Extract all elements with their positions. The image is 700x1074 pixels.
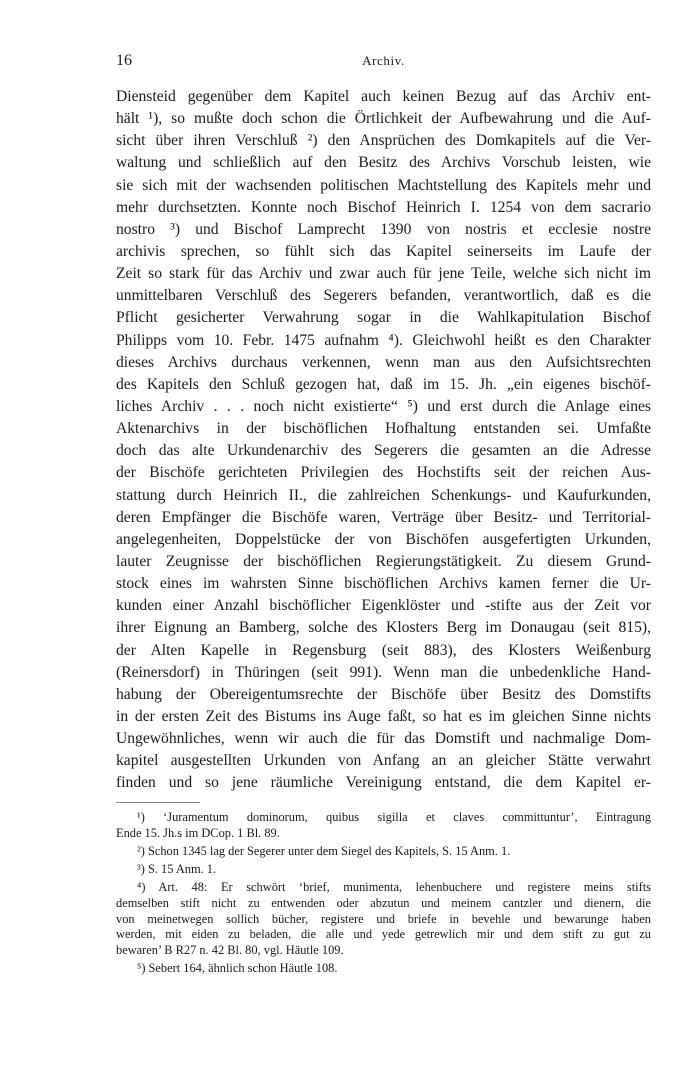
body-line: finden und so jene räumliche Vereinigung entstand, die dem Kapitel er- xyxy=(116,774,651,792)
body-line: Diensteid gegenüber dem Kapitel auch keinen Bezug auf das Archiv ent- xyxy=(116,88,651,105)
footnote-1 xyxy=(116,810,651,842)
body-line: ihrer Eignung an Bamberg, solche des Klosters Berg im Donaugau (seit 815), xyxy=(116,619,651,637)
footnotes xyxy=(116,810,651,979)
body-line: doch das alte Urkundenarchiv des Segerers die gesamten an die Adresse xyxy=(116,442,651,460)
body-line: Ungewöhnliches, wenn wir auch die für das Domstift und nachmalige Dom- xyxy=(116,730,651,748)
body-line: archivis sprechen, so fühlt sich das Kapitel seinerseits im Laufe der xyxy=(116,242,651,260)
body-line: sie sich mit der wachsenden politischen Machtstellung des Kapitels mehr und xyxy=(116,176,651,194)
body-line: hält ¹), so mußte doch schon die Örtlichkeit der Aufbewahrung und die Auf- xyxy=(116,110,651,128)
body-line: in der ersten Zeit des Bistums ins Auge faßt, so hat es im gleichen Sinne nichts xyxy=(116,707,651,725)
body-line: unmittelbaren Verschluß des Segerers befanden, verantwortlich, daß es die xyxy=(116,287,651,305)
footnote-line: ⁴) Art. 48: Er schwört ‘brief, munimenta, lehenbuchere und registere meins stifts xyxy=(137,880,651,895)
body-line: liches Archiv . . . noch nicht existierte“ ⁵) und erst durch die Anlage eines xyxy=(116,397,651,415)
body-line: der Alten Kapelle in Regensburg (seit 883), des Klosters Weißenburg xyxy=(116,641,651,659)
footnote-line: ¹) ‘Juramentum dominorum, quibus sigilla et claves committuntur’, Eintragung xyxy=(137,810,651,824)
body-line: des Kapitels den Schluß gezogen hat, daß im 15. Jh. „ein eigenes bischöf- xyxy=(116,375,651,393)
body-line: Zeit so stark für das Archiv und zwar auch für jene Teile, welche sich nicht im xyxy=(116,265,651,283)
footnote-2 xyxy=(116,844,651,860)
footnote-line: von meinetwegen sollich bücher, registere und briefe in bevehle und bewarunge haben xyxy=(116,911,651,926)
footnote-line: werden, mit eiden zu beladen, die alle und yede getrewlich mir und dem stift zu gut zu xyxy=(116,927,651,942)
body-line: deren Empfänger die Bischöfe waren, Verträge über Besitz- und Territorial- xyxy=(116,508,651,526)
body-line: Philipps vom 10. Febr. 1475 aufnahm ⁴). Gleichwohl heißt es den Charakter xyxy=(116,331,651,349)
body-line: mehr durchsetzten. Konnte noch Bischof Heinrich I. 1254 von dem sacrario xyxy=(116,198,651,216)
body-line: angelegenheiten, Doppelstücke der von Bischöfen ausgefertigten Urkunden, xyxy=(116,530,651,548)
footnote-separator xyxy=(116,802,200,803)
body-line: habung der Obereigentumsrechte der Bischöfe über Besitz des Domstifts xyxy=(116,685,651,703)
body-line: stock eines im wahrsten Sinne bischöflichen Archivs kamen ferner die Ur- xyxy=(116,575,651,593)
footnote-4 xyxy=(116,880,651,959)
body-line: der Bischöfe gerichteten Privilegien des Hochstifts seit der reichen Aus- xyxy=(116,464,651,482)
body-line: lauter Zeugnisse der bischöflichen Regierungstätigkeit. Zu diesem Grund- xyxy=(116,552,651,570)
page-number: 16 xyxy=(116,52,132,69)
body-line: Aktenarchivs in der bischöflichen Hofhaltung entstanden sei. Umfaßte xyxy=(116,420,651,438)
running-title: Archiv. xyxy=(362,53,405,68)
body-line: sicht über ihren Verschluß ²) den Ansprüchen des Domkapitels auf die Ver- xyxy=(116,132,651,150)
body-line: kunden einer Anzahl bischöflicher Eigenklöster und -stifte aus der Zeit vor xyxy=(116,597,651,615)
footnote-line: demselben stift nicht zu entwenden oder abzutun und meinem cantzler und dienern, die xyxy=(116,895,651,910)
body-line: waltung und schließlich auf den Besitz des Archivs Vorschub leisten, wie xyxy=(116,154,651,172)
body-line: Pflicht gesicherter Verwahrung sogar in die Wahlkapitulation Bischof xyxy=(116,309,651,327)
footnote-line: ⁵) Sebert 164, ähnlich schon Häutle 108. xyxy=(137,961,338,976)
body-line: dieses Archivs durchaus verkennen, wenn man aus den Aufsichtsrechten xyxy=(116,353,651,371)
footnote-5 xyxy=(116,961,651,977)
body-text xyxy=(116,86,651,795)
footnote-line: bewaren’ B R27 n. 42 Bl. 80, vgl. Häutle 109. xyxy=(116,943,344,958)
footnote-line: ³) S. 15 Anm. 1. xyxy=(137,861,217,876)
page-header xyxy=(116,52,651,72)
body-line: (Reinersdorf) in Thüringen (seit 991). Wenn man die unbedenkliche Hand- xyxy=(116,663,651,681)
body-line: kapitel ausgestellten Urkunden von Anfang an an gleicher Stätte verwahrt xyxy=(116,752,651,770)
footnote-line: Ende 15. Jh.s im DCop. 1 Bl. 89. xyxy=(116,825,280,840)
body-line: stattung durch Heinrich II., die zahlreichen Schenkungs- und Kaufurkunden, xyxy=(116,486,651,504)
footnote-3 xyxy=(116,862,651,878)
footnote-line: ²) Schon 1345 lag der Segerer unter dem Siegel des Kapitels, S. 15 Anm. 1. xyxy=(137,843,511,858)
body-line: nostro ³) und Bischof Lamprecht 1390 von nostris et ecclesie nostre xyxy=(116,220,651,238)
